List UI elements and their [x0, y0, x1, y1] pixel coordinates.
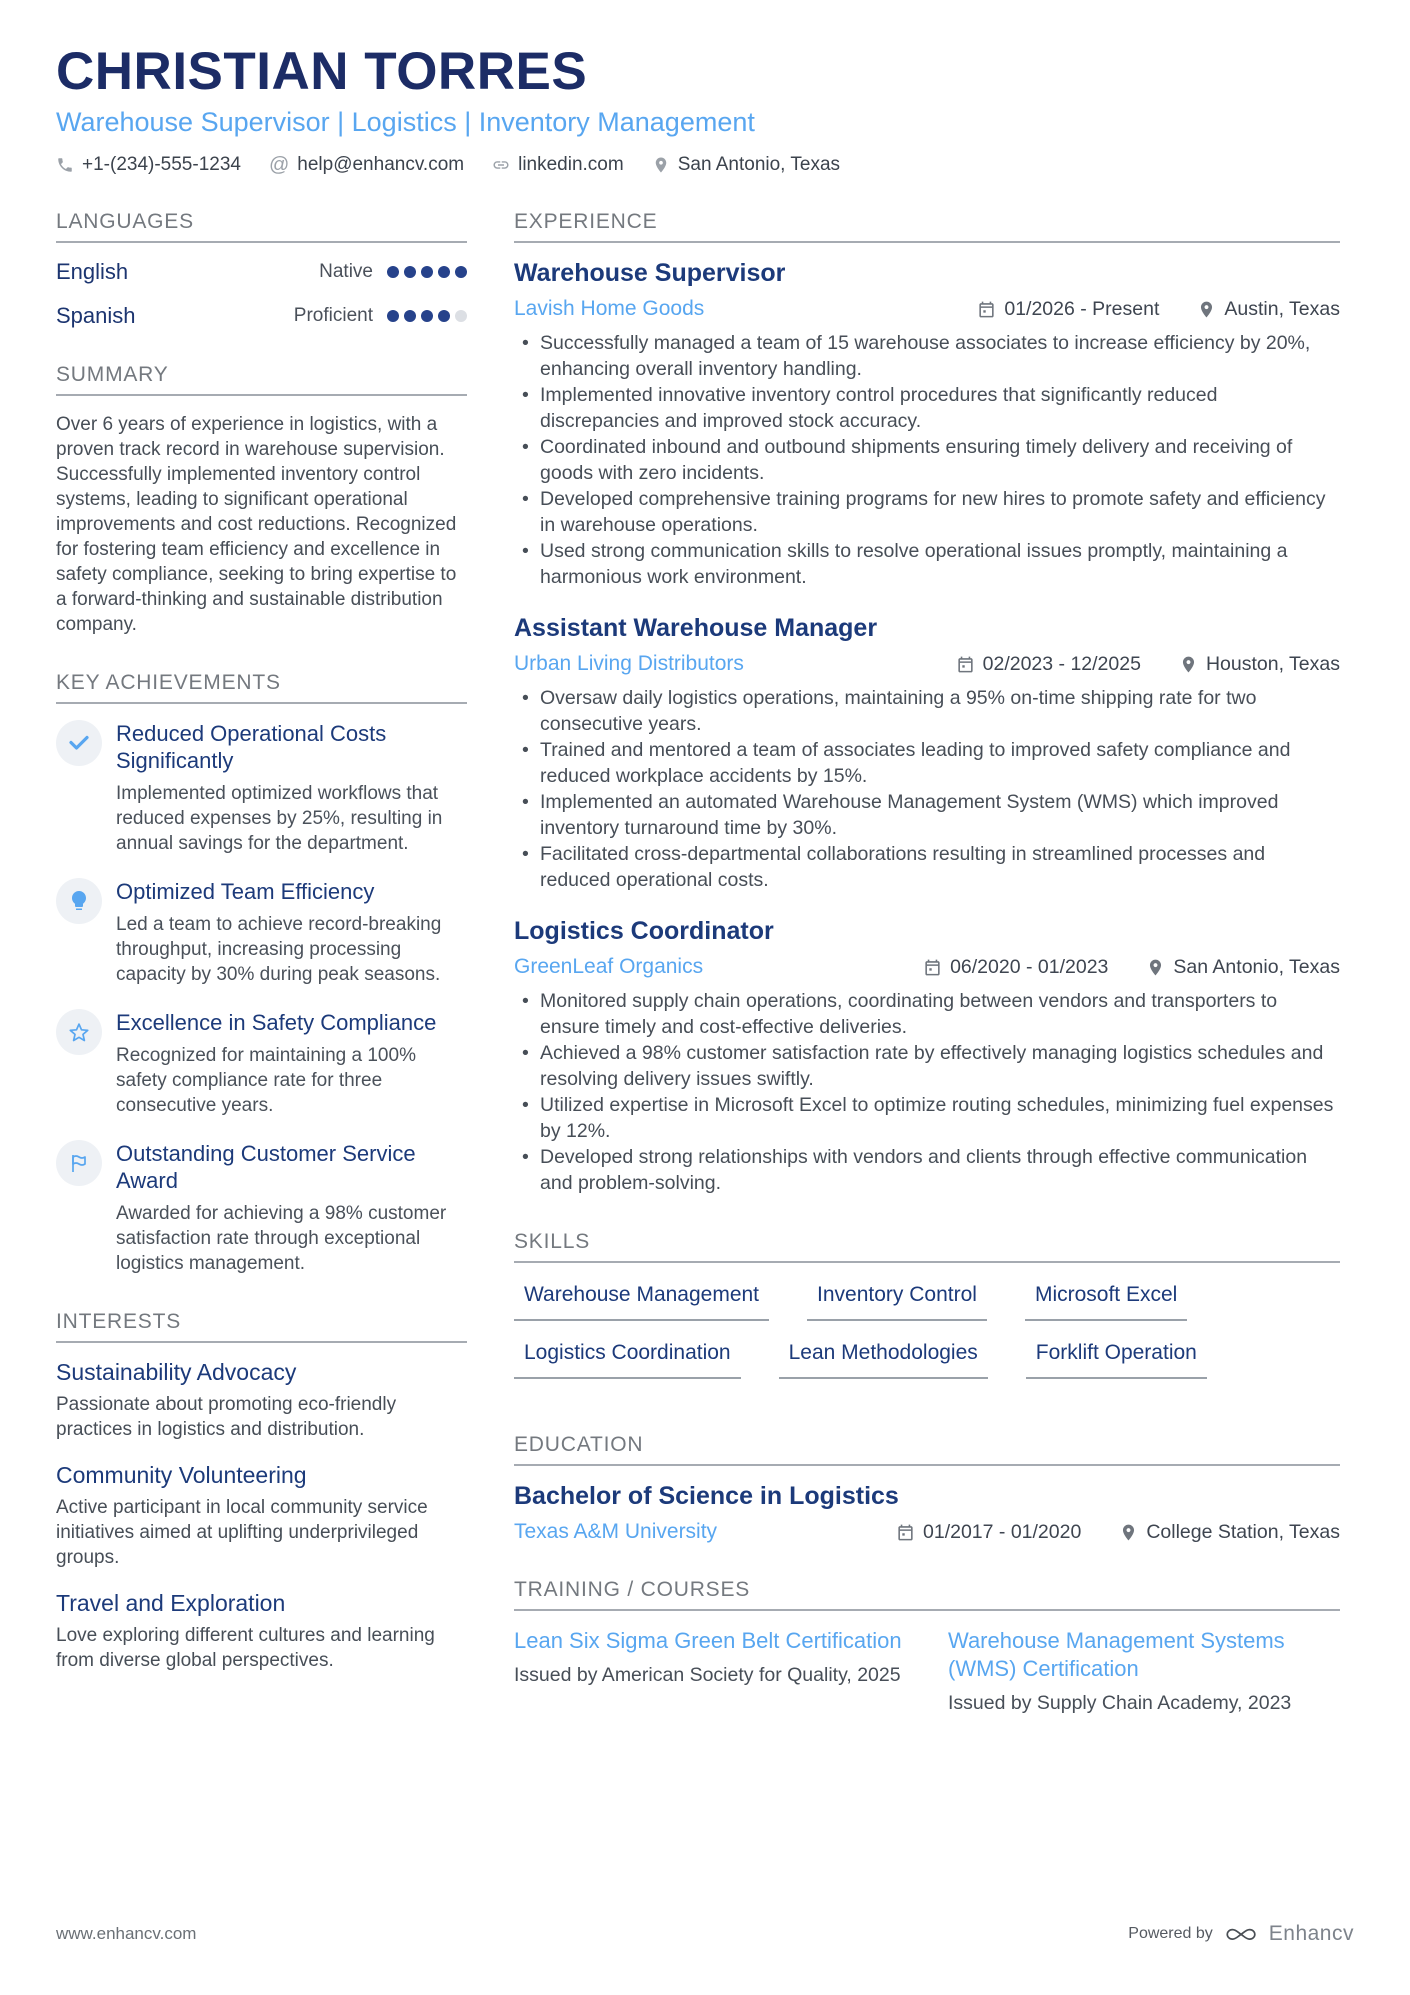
contact-phone-text: +1-(234)-555-1234 — [82, 154, 241, 176]
skill-tag: Forklift Operation — [1026, 1341, 1207, 1379]
education-heading: EDUCATION — [514, 1433, 1340, 1466]
contact-email[interactable] — [269, 154, 464, 176]
education-dates — [896, 1521, 1081, 1544]
skills-heading: SKILLS — [514, 1230, 1340, 1263]
job-bullet: • Coordinated inbound and outbound shipments ensuring timely delivery and receiving of goods with zero incidents. — [514, 434, 1340, 486]
skill-tag: Warehouse Management — [514, 1283, 769, 1321]
job-title: Logistics Coordinator — [514, 917, 774, 946]
contact-row — [56, 154, 1340, 176]
job-location — [1146, 956, 1340, 979]
job-bullet: • Successfully managed a team of 15 warehouse associates to increase efficiency by 20%, enhancing overall inventory handling. — [514, 330, 1340, 382]
powered-by-block[interactable] — [1128, 1921, 1354, 1947]
job-dates-text: 01/2026 - Present — [1004, 297, 1160, 320]
level-dot — [404, 310, 416, 322]
section-key-achievements — [56, 671, 467, 1276]
level-dot — [438, 310, 450, 322]
job-title: Assistant Warehouse Manager — [514, 614, 878, 643]
company-name: Lavish Home Goods — [514, 297, 705, 321]
interest-title: Community Volunteering — [56, 1462, 307, 1489]
job-bullet: • Used strong communication skills to resolve operational issues promptly, maintaining a harmonious work environment. — [514, 538, 1340, 590]
contact-email-text[interactable]: help@enhancv.com — [297, 154, 465, 176]
phone-icon — [56, 156, 74, 174]
location-icon — [1146, 958, 1165, 977]
job-bullet: • Developed comprehensive training programs for new hires to promote safety and efficiency in warehouse operations. — [514, 486, 1340, 538]
achievement-text: Recognized for maintaining a 100% safety compliance rate for three consecutive years. — [116, 1045, 416, 1117]
job-bullets — [514, 988, 1340, 1196]
key-achievements-heading: KEY ACHIEVEMENTS — [56, 671, 467, 704]
contact-phone — [56, 154, 241, 176]
job-bullet: • Oversaw daily logistics operations, maintaining a 95% on-time shipping rate for two consecutive years. — [514, 685, 1340, 737]
level-dot — [421, 310, 433, 322]
interest-title: Travel and Exploration — [56, 1590, 286, 1617]
level-dot — [455, 310, 467, 322]
link-icon — [492, 156, 510, 174]
section-interests — [56, 1310, 467, 1673]
achievement-item — [56, 878, 467, 987]
job-bullet: • Achieved a 98% customer satisfaction rate by effectively managing logistics schedules and resolving delivery issues swiftly. — [514, 1040, 1340, 1092]
job-dates — [977, 298, 1159, 321]
achievement-text: Implemented optimized workflows that reduced expenses by 25%, resulting in annual savings for the department. — [116, 783, 443, 855]
course-issuer: Issued by Supply Chain Academy, 2023 — [948, 1692, 1292, 1715]
section-summary — [56, 363, 467, 637]
level-dot — [421, 266, 433, 278]
interest-item — [56, 1462, 467, 1570]
job-location-text: Austin, Texas — [1224, 297, 1340, 320]
enhancv-brand-name: Enhancv — [1268, 1922, 1354, 1945]
calendar-icon — [896, 1523, 915, 1542]
training-list — [514, 1627, 1340, 1716]
footer-website[interactable]: www.enhancv.com — [56, 1924, 197, 1943]
job-meta-row — [514, 652, 1340, 676]
experience-entry — [514, 917, 1340, 1196]
education-meta-row — [514, 1520, 1340, 1544]
job-dates — [923, 956, 1108, 979]
skill-tag: Inventory Control — [807, 1283, 987, 1321]
enhancv-logo-icon — [1223, 1921, 1259, 1947]
education-location — [1119, 1521, 1340, 1544]
achievement-item — [56, 1140, 467, 1276]
summary-text: Over 6 years of experience in logistics, with a proven track record in warehouse supervision. Successfully implemented inventory control systems, leading to significant operational improvements and cost reductions. Recognized for fostering team efficiency and excellence in safety compliance, seeking to bring expertise to a forward-thinking and sustainable distribution company. — [56, 414, 457, 636]
level-dot — [455, 266, 467, 278]
check-icon — [56, 720, 102, 766]
job-bullet: • Trained and mentored a team of associates leading to improved safety compliance and reduced workplace accidents by 15%. — [514, 737, 1340, 789]
powered-by-label: Powered by — [1128, 1925, 1213, 1942]
achievement-text: Awarded for achieving a 98% customer satisfaction rate through exceptional logistics management. — [116, 1203, 447, 1275]
idea-icon — [56, 878, 102, 924]
location-icon — [1197, 300, 1216, 319]
section-education — [514, 1433, 1340, 1544]
job-dates-text: 06/2020 - 01/2023 — [950, 955, 1109, 978]
job-bullet: • Monitored supply chain operations, coordinating between vendors and transporters to ensure timely and cost-effective deliveries. — [514, 988, 1340, 1040]
section-training — [514, 1578, 1340, 1716]
interest-text: Love exploring different cultures and learning from diverse global perspectives. — [56, 1625, 435, 1672]
achievement-title: Outstanding Customer Service Award — [116, 1141, 416, 1194]
job-dates-text: 02/2023 - 12/2025 — [982, 652, 1141, 675]
job-location-text: San Antonio, Texas — [1173, 955, 1340, 978]
language-name: Spanish — [56, 303, 136, 329]
contact-link[interactable] — [492, 154, 624, 176]
experience-entry — [514, 614, 1340, 893]
course-item — [948, 1627, 1340, 1716]
school-name: Texas A&M University — [514, 1520, 718, 1544]
company-name: GreenLeaf Organics — [514, 955, 704, 979]
skill-tag: Lean Methodologies — [779, 1341, 988, 1379]
achievement-text: Led a team to achieve record-breaking throughput, increasing processing capacity by 30% during peak seasons. — [116, 914, 442, 986]
degree-title: Bachelor of Science in Logistics — [514, 1482, 899, 1511]
language-row — [56, 303, 467, 329]
calendar-icon — [977, 300, 996, 319]
course-issuer: Issued by American Society for Quality, 2025 — [514, 1664, 901, 1687]
job-title: Warehouse Supervisor — [514, 259, 786, 288]
summary-heading: SUMMARY — [56, 363, 467, 396]
interest-item — [56, 1359, 467, 1442]
job-dates — [956, 653, 1141, 676]
interest-item — [56, 1590, 467, 1673]
page-footer — [56, 1921, 1354, 1947]
level-dot — [438, 266, 450, 278]
flag-icon — [56, 1140, 102, 1186]
interest-text: Active participant in local community service initiatives aimed at uplifting underprivileged groups. — [56, 1497, 428, 1569]
job-location — [1179, 653, 1340, 676]
course-item — [514, 1627, 906, 1716]
person-name: CHRISTIAN TORRES — [56, 42, 588, 101]
skill-tag: Microsoft Excel — [1025, 1283, 1187, 1321]
job-bullet: • Developed strong relationships with vendors and clients through effective communication and problem-solving. — [514, 1144, 1340, 1196]
location-icon — [1179, 655, 1198, 674]
star-icon — [56, 1009, 102, 1055]
language-row — [56, 259, 467, 285]
level-dot — [387, 266, 399, 278]
education-dates-text: 01/2017 - 01/2020 — [923, 1520, 1082, 1543]
person-headline: Warehouse Supervisor | Logistics | Inventory Management — [56, 106, 755, 137]
job-bullet: • Implemented an automated Warehouse Management System (WMS) which improved inventory turnaround time by 30%. — [514, 789, 1340, 841]
experience-entry — [514, 259, 1340, 590]
job-bullets — [514, 685, 1340, 893]
section-experience — [514, 210, 1340, 1196]
training-heading: TRAINING / COURSES — [514, 1578, 1340, 1611]
job-meta-row — [514, 955, 1340, 979]
skills-list — [514, 1279, 1340, 1399]
calendar-icon — [956, 655, 975, 674]
language-name: English — [56, 259, 129, 285]
section-languages — [56, 210, 467, 329]
location-icon — [652, 156, 670, 174]
interest-title: Sustainability Advocacy — [56, 1359, 297, 1386]
education-location-text: College Station, Texas — [1146, 1520, 1340, 1543]
achievement-title: Reduced Operational Costs Significantly — [116, 721, 387, 774]
location-icon — [1119, 1523, 1138, 1542]
language-level-dots — [387, 266, 467, 278]
contact-location — [652, 154, 840, 176]
company-name: Urban Living Distributors — [514, 652, 744, 676]
achievement-title: Excellence in Safety Compliance — [116, 1010, 437, 1036]
course-title: Lean Six Sigma Green Belt Certification — [514, 1628, 902, 1654]
level-dot — [404, 266, 416, 278]
job-location-text: Houston, Texas — [1205, 652, 1340, 675]
contact-link-text[interactable]: linkedin.com — [518, 154, 624, 176]
interests-heading: INTERESTS — [56, 1310, 467, 1343]
level-dot — [387, 310, 399, 322]
achievement-item — [56, 1009, 467, 1118]
calendar-icon — [923, 958, 942, 977]
course-title: Warehouse Management Systems (WMS) Certification — [948, 1628, 1285, 1682]
contact-location-text: San Antonio, Texas — [677, 154, 841, 176]
job-meta-row — [514, 297, 1340, 321]
language-level-label: Proficient — [293, 305, 373, 327]
job-bullets — [514, 330, 1340, 590]
sidebar — [56, 210, 467, 1716]
job-location — [1197, 298, 1340, 321]
language-level-label: Native — [319, 261, 373, 283]
language-level-dots — [387, 310, 467, 322]
interest-text: Passionate about promoting eco-friendly practices in logistics and distribution. — [56, 1394, 397, 1441]
skill-tag: Logistics Coordination — [514, 1341, 741, 1379]
at-icon: @ — [268, 154, 290, 177]
achievement-title: Optimized Team Efficiency — [116, 879, 375, 905]
section-skills — [514, 1230, 1340, 1399]
job-bullet: • Utilized expertise in Microsoft Excel to optimize routing schedules, minimizing fuel expenses by 12%. — [514, 1092, 1340, 1144]
achievement-item — [56, 720, 467, 856]
experience-heading: EXPERIENCE — [514, 210, 1340, 243]
languages-heading: LANGUAGES — [56, 210, 467, 243]
main-column — [514, 210, 1340, 1716]
job-bullet: • Facilitated cross-departmental collaborations resulting in streamlined processes and reduced operational costs. — [514, 841, 1340, 893]
job-bullet: • Implemented innovative inventory control procedures that significantly reduced discrepancies and improved stock accuracy. — [514, 382, 1340, 434]
